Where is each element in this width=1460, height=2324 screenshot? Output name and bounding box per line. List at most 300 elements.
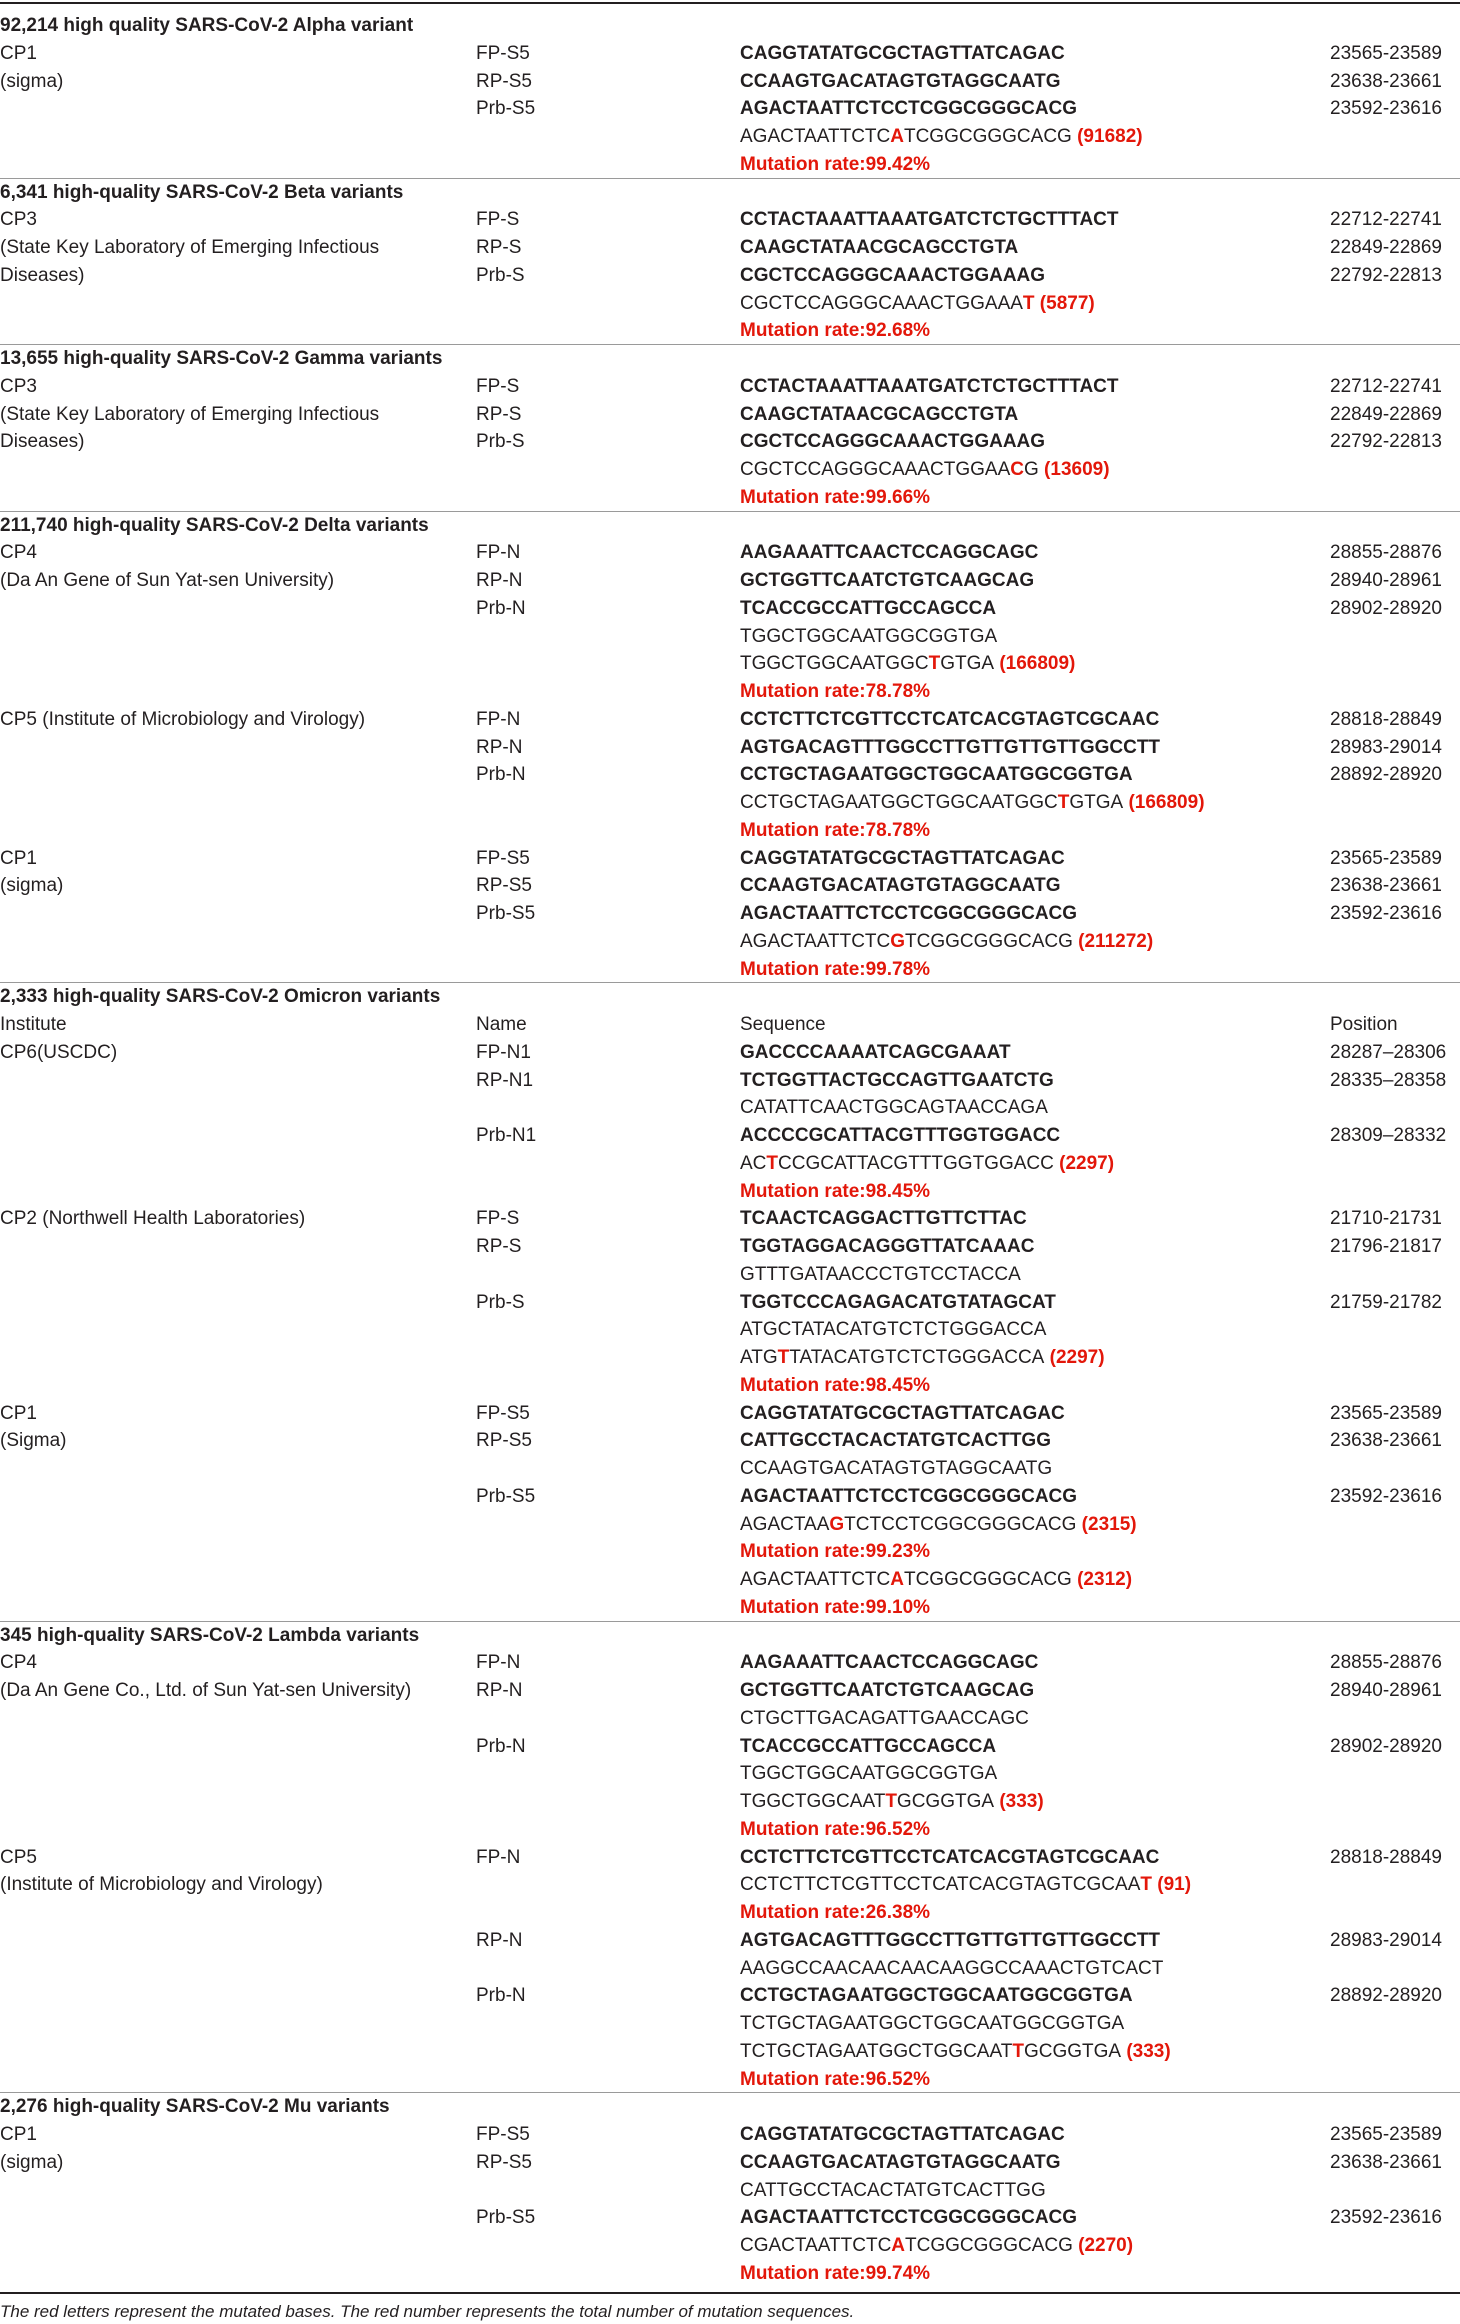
primer-name-cell: FP-N — [476, 708, 521, 730]
mutation-rate: Mutation rate:99.78% — [740, 958, 931, 980]
mutated-base: T — [1057, 792, 1070, 813]
mutation-rate: Mutation rate:96.52% — [740, 1818, 931, 1840]
table-row — [0, 1455, 1460, 1483]
sequence-cell: TCAACTCAGGACTTGTTCTTAC — [740, 1208, 1027, 1230]
table-row — [0, 2260, 1460, 2288]
table-row — [0, 2010, 1460, 2038]
mutation-rate: Mutation rate:99.74% — [740, 2262, 931, 2284]
section-title: 2,276 high-quality SARS-CoV-2 Mu variants — [0, 2096, 390, 2118]
institute-cell: (Institute of Microbiology and Virology) — [0, 1874, 323, 1896]
table-row — [0, 1316, 1460, 1344]
mutated-base: C — [1010, 459, 1024, 480]
position-cell: Position — [1330, 1014, 1398, 1035]
mutation-count: (333) — [1121, 2040, 1171, 2062]
table-row — [0, 1844, 1460, 1872]
complement-sequence: ATGCTATACATGTCTCTGGGACCA — [740, 1319, 1047, 1341]
position-cell: 28818-28849 — [1330, 1846, 1442, 1868]
sequence-cell: TCTGGTTACTGCCAGTTGAATCTG — [740, 1069, 1054, 1091]
table-row — [0, 1372, 1460, 1400]
table-row — [0, 1788, 1460, 1816]
sequence-cell: AGACTAATTCTCCTCGGCGGGCACG — [740, 1485, 1078, 1507]
table-row — [0, 1649, 1460, 1677]
primer-name-cell: RP-S — [476, 1236, 522, 1257]
institute-cell: (sigma) — [0, 2151, 64, 2173]
sequence-cell: AGACTAATTCTCCTCGGCGGGCACG — [740, 2207, 1078, 2229]
table-row — [0, 928, 1460, 956]
primer-name-cell: Prb-N1 — [476, 1125, 537, 1146]
sequence-cell: CAGGTATATGCGCTAGTTATCAGAC — [740, 42, 1065, 64]
table-row — [0, 40, 1460, 68]
mutant-sequence — [740, 123, 1143, 151]
institute-cell: CP1 — [0, 847, 37, 869]
mutation-count: (13609) — [1038, 459, 1110, 480]
sequence-cell: CAAGCTATAACGCAGCCTGTA — [740, 403, 1019, 425]
primer-name-cell: FP-N — [476, 1652, 521, 1674]
primer-name-cell: FP-S5 — [476, 42, 530, 64]
table-row — [0, 706, 1460, 734]
sequence-fragment: G — [1023, 459, 1039, 480]
complement-sequence: CTGCTTGACAGATTGAACCAGC — [740, 1707, 1029, 1729]
sequence-cell: TGGTAGGACAGGGTTATCAAAC — [740, 1236, 1035, 1257]
sequence-cell: CAGGTATATGCGCTAGTTATCAGAC — [740, 847, 1065, 869]
primer-name-cell: Prb-N — [476, 1985, 526, 2007]
sequence-cell: CCTACTAAATTAAATGATCTCTGCTTTACT — [740, 375, 1119, 397]
sequence-fragment: TCTCCTCGGCGGGCACG — [844, 1513, 1077, 1535]
position-cell: 28309–28332 — [1330, 1125, 1447, 1146]
section-title: 345 high-quality SARS-CoV-2 Lambda variants — [0, 1624, 420, 1646]
sequence-fragment: TATACATGTCTCTGGGACCA — [789, 1347, 1045, 1368]
table-row — [0, 2232, 1460, 2260]
mutation-rate: Mutation rate:96.52% — [740, 2068, 931, 2090]
table-row — [0, 623, 1460, 651]
sequence-fragment: TCTGCTAGAATGGCTGGCAAT — [740, 2040, 1013, 2062]
table-row — [0, 678, 1460, 706]
institute-cell: CP1 — [0, 1402, 37, 1424]
primer-name-cell: FP-S — [476, 209, 520, 231]
sequence-fragment: GCGGTGA — [1023, 2040, 1122, 2062]
table-row — [0, 1150, 1460, 1178]
mutated-base: A — [890, 126, 904, 147]
sequence-fragment: AC — [740, 1152, 767, 1174]
mutation-count: (333) — [994, 1791, 1044, 1812]
institute-cell: (Da An Gene Co., Ltd. of Sun Yat-sen University) — [0, 1680, 412, 1701]
table-row — [0, 2121, 1460, 2149]
table-row — [0, 151, 1460, 179]
position-cell: 28818-28849 — [1330, 708, 1442, 730]
mutated-base: T — [777, 1347, 790, 1368]
complement-sequence: TCTGCTAGAATGGCTGGCAATGGCGGTGA — [740, 2013, 1125, 2034]
position-cell: 22792-22813 — [1330, 264, 1442, 286]
primer-name-cell: Prb-S — [476, 431, 525, 453]
primer-name-cell: FP-S5 — [476, 847, 530, 869]
primer-name-cell: FP-S5 — [476, 2124, 530, 2145]
position-cell: 28940-28961 — [1330, 1680, 1442, 1701]
mutation-count: (2297) — [1044, 1347, 1105, 1368]
table-bottom-rule — [0, 2292, 1460, 2294]
primer-name-cell: RP-N — [476, 736, 523, 758]
institute-cell: CP1 — [0, 2124, 37, 2145]
institute-cell: CP6(USCDC) — [0, 1041, 118, 1063]
table-row — [0, 1094, 1460, 1122]
position-cell: 28287–28306 — [1330, 1041, 1447, 1063]
section-header — [0, 345, 1460, 373]
position-cell: 28335–28358 — [1330, 1069, 1447, 1091]
institute-cell: CP2 (Northwell Health Laboratories) — [0, 1208, 306, 1230]
table-top-rule — [0, 2, 1460, 4]
mutated-base: T — [766, 1152, 779, 1174]
position-cell: 22849-22869 — [1330, 403, 1442, 425]
table-row — [0, 2038, 1460, 2066]
mutation-count: (2315) — [1076, 1513, 1137, 1535]
position-cell: 28855-28876 — [1330, 1652, 1442, 1674]
sequence-cell: CCTCTTCTCGTTCCTCATCACGTAGTCGCAAC — [740, 708, 1160, 730]
mutation-rate: Mutation rate:92.68% — [740, 320, 931, 342]
mutated-base: A — [890, 1569, 904, 1590]
table-row — [0, 650, 1460, 678]
mutated-base: T — [1022, 292, 1035, 314]
complement-sequence: CCAAGTGACATAGTGTAGGCAATG — [740, 1458, 1053, 1479]
sequence-fragment: AGACTAA — [740, 1513, 830, 1535]
position-cell: 23565-23589 — [1330, 42, 1442, 64]
section-title: 92,214 high quality SARS-CoV-2 Alpha variant — [0, 15, 414, 36]
sequence-fragment: CGCTCCAGGGCAAACTGGAA — [740, 459, 1011, 480]
sequence-cell: CCAAGTGACATAGTGTAGGCAATG — [740, 2151, 1061, 2173]
mutation-rate: Mutation rate:78.78% — [740, 681, 931, 702]
position-cell: 28892-28920 — [1330, 764, 1442, 786]
table-row — [0, 1899, 1460, 1927]
table-row — [0, 1760, 1460, 1788]
mutated-base: G — [890, 930, 906, 952]
primer-name-cell: Prb-S5 — [476, 903, 536, 924]
section-title: 6,341 high-quality SARS-CoV-2 Beta variants — [0, 181, 404, 203]
sequence-fragment: GCGGTGA — [896, 1791, 995, 1812]
mutation-rate: Mutation rate:99.10% — [740, 1596, 931, 1618]
sequence-fragment: AGACTAATTCTC — [740, 126, 891, 147]
position-cell: 28902-28920 — [1330, 1735, 1442, 1757]
table-row — [0, 1955, 1460, 1983]
sequence-cell: CAGGTATATGCGCTAGTTATCAGAC — [740, 1402, 1065, 1424]
position-cell: 21759-21782 — [1330, 1291, 1442, 1313]
section-header — [0, 179, 1460, 207]
sequence-cell: CCTACTAAATTAAATGATCTCTGCTTTACT — [740, 209, 1119, 231]
section-title: 2,333 high-quality SARS-CoV-2 Omicron variants — [0, 986, 441, 1008]
mutant-sequence — [740, 456, 1110, 484]
mutation-count: (2312) — [1071, 1569, 1133, 1590]
primer-name-cell: FP-S — [476, 375, 520, 397]
primer-name-cell: FP-N — [476, 542, 521, 564]
primer-name-cell: Prb-N — [476, 764, 526, 786]
table-row — [0, 567, 1460, 595]
sequence-cell: AAGAAATTCAACTCCAGGCAGC — [740, 542, 1039, 564]
position-cell: 28892-28920 — [1330, 1985, 1442, 2007]
primer-name-cell: RP-N1 — [476, 1069, 534, 1091]
table-row — [0, 1233, 1460, 1261]
sequence-fragment: ATG — [740, 1347, 778, 1368]
position-cell: 23592-23616 — [1330, 1485, 1442, 1507]
institute-cell: Institute — [0, 1014, 67, 1035]
table-row — [0, 1511, 1460, 1539]
position-cell: 22712-22741 — [1330, 209, 1442, 231]
mutant-sequence — [740, 2232, 1133, 2260]
table-row — [0, 1427, 1460, 1455]
position-cell: 23592-23616 — [1330, 903, 1442, 924]
mutant-sequence — [740, 1566, 1132, 1594]
primer-name-cell: RP-S — [476, 403, 522, 425]
mutation-rate: Mutation rate:99.23% — [740, 1541, 931, 1563]
mutated-base: T — [885, 1791, 897, 1812]
primer-name-cell: Prb-N — [476, 1735, 526, 1757]
table-row — [0, 872, 1460, 900]
table-row — [0, 1344, 1460, 1372]
primer-name-cell: RP-N — [476, 1680, 523, 1701]
sequence-fragment: AGACTAATTCTC — [740, 930, 891, 952]
table-row — [0, 539, 1460, 567]
table-row — [0, 290, 1460, 318]
table-row — [0, 761, 1460, 789]
sequence-cell: AGACTAATTCTCCTCGGCGGGCACG — [740, 903, 1078, 924]
section-header — [0, 2093, 1460, 2121]
table-footnote: The red letters represent the mutated bases. The red number represents the total number of mutation sequences. — [0, 2301, 855, 2321]
sequence-fragment: AGACTAATTCTC — [740, 1569, 891, 1590]
complement-sequence: TGGCTGGCAATGGCGGTGA — [740, 1763, 998, 1785]
mutation-count: (166809) — [1123, 792, 1205, 813]
complement-sequence: GTTTGATAACCCTGTCCTACCA — [740, 1263, 1021, 1285]
sequence-cell: CCTGCTAGAATGGCTGGCAATGGCGGTGA — [740, 1985, 1133, 2007]
table-row — [0, 2204, 1460, 2232]
sequence-fragment: CGCTCCAGGGCAAACTGGAAA — [740, 292, 1023, 314]
position-cell: 28983-29014 — [1330, 736, 1442, 758]
primer-name-cell: Prb-S5 — [476, 1485, 536, 1507]
table-row — [0, 1982, 1460, 2010]
table-row — [0, 1067, 1460, 1095]
table-row — [0, 262, 1460, 290]
primer-name-cell: FP-S5 — [476, 1402, 530, 1424]
mutant-sequence — [740, 2038, 1171, 2066]
sequence-fragment: TGGCTGGCAAT — [740, 1791, 886, 1812]
section-header — [0, 12, 1460, 40]
institute-cell: CP4 — [0, 542, 37, 564]
mutant-sequence — [740, 290, 1095, 318]
position-cell: 23565-23589 — [1330, 2124, 1442, 2145]
mutation-rate: Mutation rate:98.45% — [740, 1180, 931, 1202]
position-cell: 28940-28961 — [1330, 570, 1442, 591]
sequence-cell: CAAGCTATAACGCAGCCTGTA — [740, 237, 1019, 258]
position-cell: 23638-23661 — [1330, 70, 1442, 92]
institute-cell: CP1 — [0, 42, 37, 64]
table-row — [0, 1289, 1460, 1317]
table-row — [0, 1011, 1460, 1039]
mutation-rate: Mutation rate:99.66% — [740, 486, 931, 508]
sequence-fragment: CCTGCTAGAATGGCTGGCAATGGC — [740, 792, 1058, 813]
sequence-cell: AAGAAATTCAACTCCAGGCAGC — [740, 1652, 1039, 1674]
primer-name-cell: Name — [476, 1014, 527, 1035]
table-row — [0, 845, 1460, 873]
position-cell: 21796-21817 — [1330, 1236, 1442, 1257]
mutation-count: (91) — [1151, 1874, 1192, 1896]
sequence-fragment: GTGA — [1069, 792, 1124, 813]
position-cell: 22849-22869 — [1330, 237, 1442, 258]
institute-cell: CP5 (Institute of Microbiology and Virology) — [0, 708, 366, 730]
primer-name-cell: FP-N — [476, 1846, 521, 1868]
table-row — [0, 817, 1460, 845]
table-row — [0, 1178, 1460, 1206]
institute-cell: (Sigma) — [0, 1430, 67, 1452]
primer-name-cell: RP-S5 — [476, 2151, 532, 2173]
position-cell: 21710-21731 — [1330, 1208, 1442, 1230]
sequence-cell: CCAAGTGACATAGTGTAGGCAATG — [740, 875, 1061, 897]
position-cell: 28983-29014 — [1330, 1929, 1442, 1951]
section-title: 211,740 high-quality SARS-CoV-2 Delta variants — [0, 514, 429, 536]
sequence-cell: AGTGACAGTTTGGCCTTGTTGTTGTTGGCCTT — [740, 736, 1161, 758]
sequence-cell: AGACTAATTCTCCTCGGCGGGCACG — [740, 98, 1078, 120]
sequence-fragment: CGACTAATTCTC — [740, 2235, 892, 2256]
sequence-cell: TCACCGCCATTGCCAGCCA — [740, 1735, 997, 1757]
mutation-count: (166809) — [994, 653, 1076, 675]
mutated-base: T — [928, 653, 941, 675]
mutation-count: (5877) — [1034, 292, 1095, 314]
section-title: 13,655 high-quality SARS-CoV-2 Gamma variants — [0, 348, 443, 369]
table-row — [0, 1927, 1460, 1955]
table-row — [0, 317, 1460, 345]
sequence-fragment: TCGGCGGGCACG — [905, 930, 1073, 952]
sequence-fragment: CCGCATTACGTTTGGTGGACC — [778, 1152, 1054, 1174]
table-row — [0, 900, 1460, 928]
primer-name-cell: RP-N — [476, 1929, 523, 1951]
mutation-rate: Mutation rate:99.42% — [740, 153, 931, 175]
sequence-cell: GCTGGTTCAATCTGTCAAGCAG — [740, 1680, 1035, 1701]
table-row — [0, 2066, 1460, 2094]
position-cell: 23638-23661 — [1330, 875, 1442, 897]
complement-sequence: TGGCTGGCAATGGCGGTGA — [740, 625, 998, 647]
table-row — [0, 1122, 1460, 1150]
table-row — [0, 68, 1460, 96]
institute-cell: (sigma) — [0, 875, 64, 897]
table-row — [0, 234, 1460, 262]
sequence-cell: CATTGCCTACACTATGTCACTTGG — [740, 1430, 1051, 1452]
mutant-sequence — [740, 1344, 1105, 1372]
table-row — [0, 206, 1460, 234]
table-row — [0, 373, 1460, 401]
table-row — [0, 1594, 1460, 1622]
table-row — [0, 956, 1460, 984]
sequence-cell: CAGGTATATGCGCTAGTTATCAGAC — [740, 2124, 1065, 2145]
institute-cell: Diseases) — [0, 431, 85, 453]
mutant-sequence — [740, 650, 1075, 678]
mutated-base: A — [891, 2235, 906, 2256]
table-row — [0, 734, 1460, 762]
position-cell: 28902-28920 — [1330, 597, 1442, 619]
mutated-base: T — [1140, 1874, 1152, 1896]
complement-sequence: CATTGCCTACACTATGTCACTTGG — [740, 2179, 1046, 2201]
position-cell: 23592-23616 — [1330, 98, 1442, 120]
sequence-cell: GCTGGTTCAATCTGTCAAGCAG — [740, 570, 1035, 591]
sequence-cell: TGGTCCCAGAGACATGTATAGCAT — [740, 1291, 1056, 1313]
sequence-fragment: TCGGCGGGCACG — [903, 126, 1072, 147]
primer-name-cell: FP-N1 — [476, 1041, 531, 1063]
mutation-count: (91682) — [1071, 126, 1143, 147]
sequence-cell: TCACCGCCATTGCCAGCCA — [740, 597, 997, 619]
mutant-sequence — [740, 928, 1153, 956]
position-cell: 23592-23616 — [1330, 2207, 1442, 2229]
sequence-cell: CCTGCTAGAATGGCTGGCAATGGCGGTGA — [740, 764, 1133, 786]
institute-cell: (State Key Laboratory of Emerging Infectious — [0, 237, 380, 258]
mutant-sequence — [740, 789, 1205, 817]
primer-name-cell: Prb-S5 — [476, 2207, 536, 2229]
primer-name-cell: Prb-N — [476, 597, 526, 619]
table-row — [0, 1039, 1460, 1067]
table-row — [0, 1400, 1460, 1428]
position-cell: 22792-22813 — [1330, 431, 1442, 453]
position-cell: 22712-22741 — [1330, 375, 1442, 397]
table-row — [0, 1705, 1460, 1733]
position-cell: 23565-23589 — [1330, 1402, 1442, 1424]
complement-sequence: AAGGCCAACAACAACAAGGCCAAACTGTCACT — [740, 1957, 1164, 1979]
institute-cell: (State Key Laboratory of Emerging Infectious — [0, 403, 380, 425]
mutated-base: G — [829, 1513, 845, 1535]
primer-name-cell: Prb-S5 — [476, 98, 536, 120]
sequence-fragment: TCGGCGGGCACG — [903, 1569, 1072, 1590]
table-row — [0, 1871, 1460, 1899]
section-header — [0, 512, 1460, 540]
institute-cell: CP4 — [0, 1652, 37, 1674]
section-header — [0, 1622, 1460, 1650]
sequence-fragment: TGGCTGGCAATGGC — [740, 653, 929, 675]
table-row — [0, 484, 1460, 512]
table-row — [0, 123, 1460, 151]
institute-cell: CP3 — [0, 209, 37, 231]
sequence-cell: GACCCCAAAATCAGCGAAAT — [740, 1041, 1011, 1063]
institute-cell: (sigma) — [0, 70, 64, 92]
sequence-cell: ACCCCGCATTACGTTTGGTGGACC — [740, 1125, 1061, 1146]
mutant-sequence — [740, 1511, 1137, 1539]
table-row — [0, 789, 1460, 817]
primer-name-cell: FP-S — [476, 1208, 520, 1230]
position-cell: 23638-23661 — [1330, 2151, 1442, 2173]
table-row — [0, 1566, 1460, 1594]
table-row — [0, 1261, 1460, 1289]
primer-name-cell: Prb-S — [476, 264, 525, 286]
table-row — [0, 1733, 1460, 1761]
complement-sequence: CATATTCAACTGGCAGTAACCAGA — [740, 1097, 1048, 1119]
primer-name-cell: RP-S5 — [476, 875, 532, 897]
sequence-fragment: GTGA — [940, 653, 995, 675]
sequence-fragment: TCGGCGGGCACG — [905, 2235, 1073, 2256]
sequence-cell: AGTGACAGTTTGGCCTTGTTGTTGTTGGCCTT — [740, 1929, 1161, 1951]
table-row — [0, 428, 1460, 456]
sequence-cell: CGCTCCAGGGCAAACTGGAAAG — [740, 264, 1046, 286]
table-row — [0, 456, 1460, 484]
table-row — [0, 95, 1460, 123]
mutated-base: T — [1012, 2040, 1024, 2062]
table-row — [0, 1205, 1460, 1233]
mutation-count: (211272) — [1072, 930, 1154, 952]
mutation-count: (2270) — [1072, 2235, 1134, 2256]
primer-name-cell: RP-S5 — [476, 70, 532, 92]
mutation-rate: Mutation rate:26.38% — [740, 1902, 931, 1923]
table-row — [0, 1483, 1460, 1511]
primer-name-cell: RP-S5 — [476, 1430, 532, 1452]
mutant-sequence — [740, 1788, 1044, 1816]
primer-name-cell: RP-N — [476, 570, 523, 591]
institute-cell: (Da An Gene of Sun Yat-sen University) — [0, 570, 335, 591]
institute-cell: Diseases) — [0, 264, 85, 286]
table-row — [0, 2177, 1460, 2205]
primer-name-cell: RP-S — [476, 237, 522, 258]
sequence-cell: CGCTCCAGGGCAAACTGGAAAG — [740, 431, 1046, 453]
table-row — [0, 401, 1460, 429]
mutant-sequence — [740, 1150, 1114, 1178]
institute-cell: CP5 — [0, 1846, 37, 1868]
